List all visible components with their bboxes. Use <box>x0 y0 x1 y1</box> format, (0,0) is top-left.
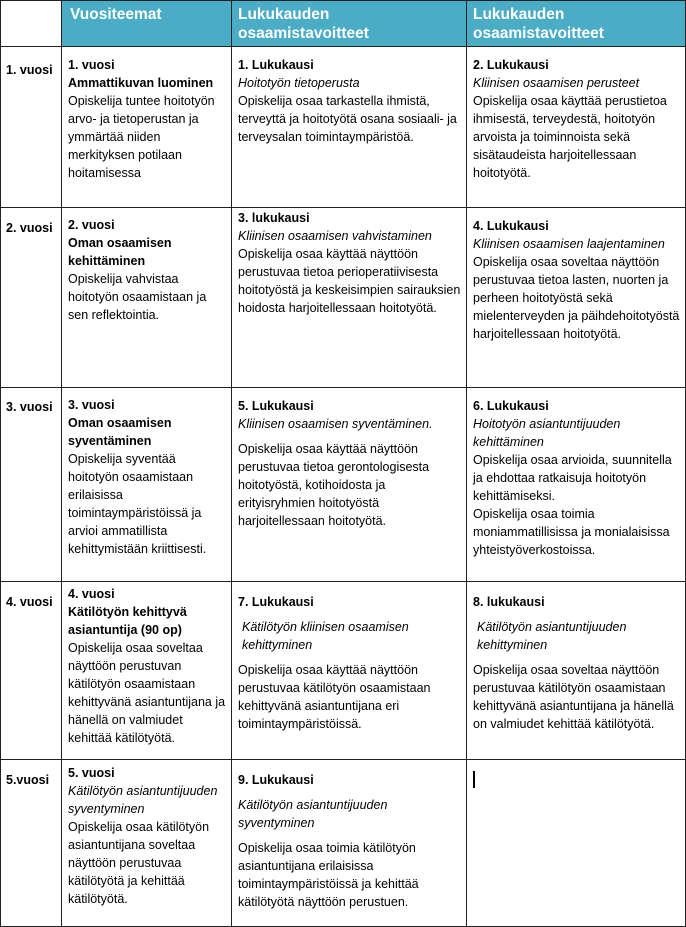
semester-text: Opiskelija osaa käyttää näyttöön perustuvaa tietoa perioperatiivisesta hoitotyöstä ja keskeisimpien sairauksien hoidosta harjoitellessaan hoitotyötä. <box>238 247 461 315</box>
text-cursor <box>473 771 475 788</box>
semester-title: 7. Lukukausi <box>238 595 314 609</box>
semester-title: 6. Lukukausi <box>473 399 549 413</box>
grid-line <box>0 581 686 582</box>
grid-line <box>0 0 686 1</box>
semester-cell <box>232 759 467 927</box>
semester-text: Opiskelija osaa tarkastella ihmistä, terveyttä ja hoitotyötä osana sosiaali- ja terveysalan toimintaympäristöä. <box>238 94 457 144</box>
semester-title: 4. Lukukausi <box>473 219 549 233</box>
semester-title: 1. Lukukausi <box>238 58 314 72</box>
year-label: 2. vuosi <box>6 221 53 235</box>
semester-subtitle: Kätilötyön asiantuntijuuden syventyminen <box>238 798 388 830</box>
semester-text: Opiskelija osaa toimia kätilötyön asiantuntijana erilaisissa toimintaympäristöissä ja kehittää kätilötyötä näyttöön perustuen. <box>238 841 419 909</box>
grid-line <box>0 0 1 927</box>
grid-line <box>0 387 686 388</box>
year-label: 5.vuosi <box>6 773 50 787</box>
semester-cell <box>467 581 686 759</box>
semester-text: Opiskelija osaa soveltaa näyttöön perustuvaa tietoa lasten, nuorten ja perheen hoitotyöstä sekä mielenterveyden ja päihdehoitotyöstä harjoitellessaan hoitotyötä. <box>473 255 680 341</box>
semester-text: Opiskelija osaa käyttää näyttöön perustuvaa tietoa gerontologisesta hoitotyöstä, kotihoidosta ja erityisryhmien hoitotyöstä harjoitellessaan hoitotyötä. <box>238 442 430 528</box>
theme-title: 2. vuosi <box>68 218 115 232</box>
theme-text: Opiskelija osaa kätilötyön asiantuntijana soveltaa näyttöön perustuvaa kätilötyötä ja kehittää kätilötyötä. <box>68 820 210 906</box>
semester-subtitle: Hoitotyön asiantuntijuuden kehittäminen <box>473 417 621 449</box>
theme-text: Opiskelija osaa soveltaa näyttöön perustuvan kätilötyön osaamistaan kehittyvänä asiantuntijana ja hänellä on valmiudet kehittää kätilötyötä. <box>68 641 226 745</box>
semester-cell <box>232 207 467 387</box>
theme-text: Opiskelija tuntee hoitotyön arvo- ja tietoperustan ja ymmärtää niiden merkityksen potilaan hoitamisessa <box>68 94 215 180</box>
semester-subtitle: Kliinisen osaamisen perusteet <box>473 76 640 90</box>
year-label: 1. vuosi <box>6 63 53 77</box>
header-cell-goals-a: Lukukauden osaamistavoitteet <box>232 0 467 46</box>
grid-line <box>231 0 232 927</box>
grid-line <box>61 0 62 927</box>
grid-line <box>466 0 467 927</box>
theme-text: Opiskelija syventää hoitotyön osaamistaan erilaisissa toimintaympäristöissä ja arvioi ammatillista kehittymistään kriittisesti. <box>68 452 207 556</box>
header-cell-themes: Vuositeemat <box>62 0 232 46</box>
theme-cell <box>62 387 232 581</box>
theme-cell <box>62 207 232 387</box>
semester-subtitle: Kliinisen osaamisen syventäminen. <box>238 417 433 431</box>
grid-line <box>0 46 686 47</box>
semester-subtitle: Kätilötyön kliinisen osaamisen kehittyminen <box>242 620 409 652</box>
theme-subtitle: Kätilötyön asiantuntijuuden syventyminen <box>68 784 218 816</box>
theme-cell <box>62 46 232 207</box>
semester-cell-empty[interactable] <box>467 759 686 927</box>
semester-text: Opiskelija osaa käyttää näyttöön perustuvaa kätilötyön osaamistaan kehittyvänä asiantuntijana eri toimintaympäristöissä. <box>238 663 431 731</box>
theme-subtitle: Oman osaamisen syventäminen <box>68 416 172 448</box>
theme-subtitle: Ammattikuvan luominen <box>68 76 214 90</box>
semester-text: Opiskelija osaa käyttää perustietoa ihmisestä, terveydestä, hoitotyön arvoista ja toiminnoista sekä sisätaudeista harjoitellessaan hoitotyötä. <box>473 94 667 180</box>
header-cell-blank <box>0 0 62 46</box>
theme-title: 1. vuosi <box>68 58 115 72</box>
theme-cell <box>62 759 232 927</box>
year-label: 3. vuosi <box>6 400 53 414</box>
semester-title: 8. lukukausi <box>473 595 545 609</box>
year-label: 4. vuosi <box>6 595 53 609</box>
semester-text: Opiskelija osaa arvioida, suunnitella ja ehdottaa ratkaisuja hoitotyön kehittämiseksi. <box>473 453 672 503</box>
semester-title: 9. Lukukausi <box>238 773 314 787</box>
grid-line <box>0 759 686 760</box>
theme-subtitle: Kätilötyön kehittyvä asiantuntija (90 op) <box>68 605 187 637</box>
semester-cell <box>232 387 467 581</box>
theme-title: 5. vuosi <box>68 766 115 780</box>
semester-title: 2. Lukukausi <box>473 58 549 72</box>
semester-title: 3. lukukausi <box>238 211 310 225</box>
semester-cell <box>232 46 467 207</box>
theme-title: 3. vuosi <box>68 398 115 412</box>
semester-subtitle: Hoitotyön tietoperusta <box>238 76 360 90</box>
semester-cell <box>467 207 686 387</box>
theme-text: Opiskelija vahvistaa hoitotyön osaamistaan ja sen reflektointia. <box>68 272 207 322</box>
semester-cell <box>232 581 467 759</box>
theme-title: 4. vuosi <box>68 587 115 601</box>
semester-cell <box>467 387 686 581</box>
header-cell-goals-b: Lukukauden osaamistavoitteet <box>467 0 686 46</box>
grid-line <box>0 207 686 208</box>
semester-title: 5. Lukukausi <box>238 399 314 413</box>
theme-subtitle: Oman osaamisen kehittäminen <box>68 236 172 268</box>
semester-cell <box>467 46 686 207</box>
semester-subtitle: Kätilötyön asiantuntijuuden kehittyminen <box>477 620 627 652</box>
semester-text: Opiskelija osaa toimia moniammatillisissa ja monialaisissa yhteistyöverkostoissa. <box>473 507 670 557</box>
theme-cell <box>62 581 232 759</box>
semester-subtitle: Kliinisen osaamisen laajentaminen <box>473 237 665 251</box>
semester-subtitle: Kliinisen osaamisen vahvistaminen <box>238 229 432 243</box>
semester-text: Opiskelija osaa soveltaa näyttöön perustuvaa kätilötyön osaamistaan kehittyvänä asiantuntijana ja hänellä on valmiudet kehittää kätilötyötä. <box>473 663 674 731</box>
